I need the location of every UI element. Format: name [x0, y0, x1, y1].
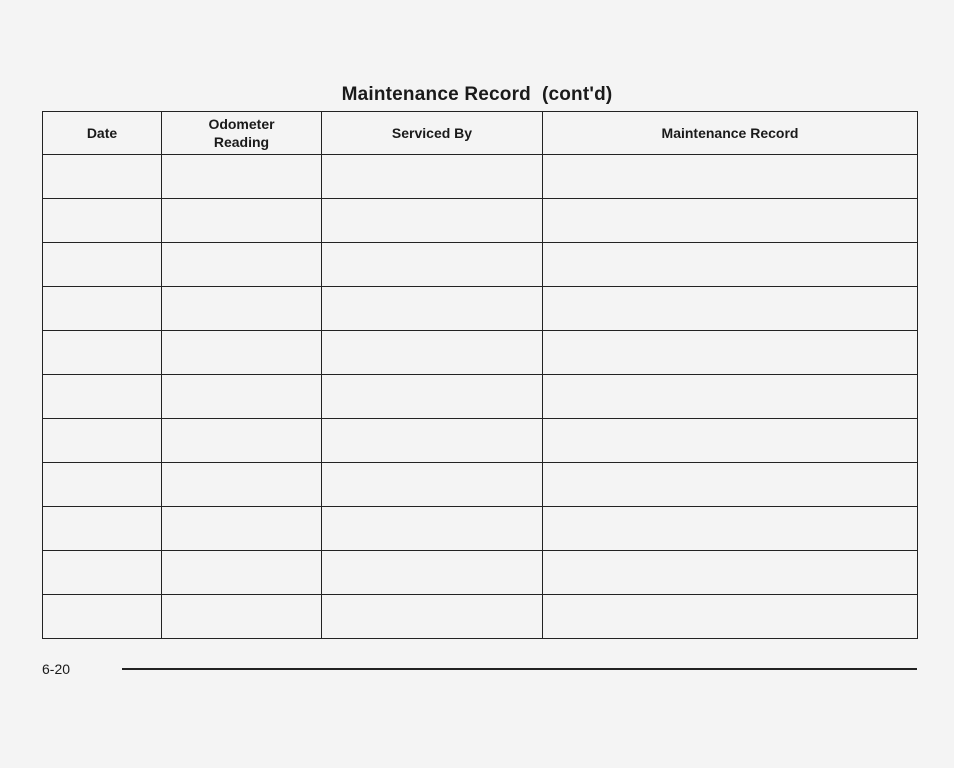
blank-cell-serviced-by: [322, 199, 543, 243]
blank-cell-odometer-reading: [162, 199, 322, 243]
blank-cell-date: [43, 375, 162, 419]
blank-cell-maintenance-record: [543, 595, 918, 639]
blank-cell-date: [43, 331, 162, 375]
blank-cell-serviced-by: [322, 287, 543, 331]
table-row: [43, 199, 918, 243]
column-header-label: Date: [86, 125, 118, 141]
table-row: [43, 419, 918, 463]
column-header-maintenance-record: [543, 112, 918, 155]
blank-cell-odometer-reading: [162, 419, 322, 463]
blank-cell-date: [43, 287, 162, 331]
blank-cell-maintenance-record: [543, 155, 918, 199]
blank-cell-maintenance-record: [543, 419, 918, 463]
page-number: 6-20: [42, 661, 71, 677]
blank-cell-serviced-by: [322, 331, 543, 375]
blank-cell-serviced-by: [322, 551, 543, 595]
column-header-label: Odometer: [208, 116, 275, 132]
blank-cell-odometer-reading: [162, 331, 322, 375]
blank-cell-odometer-reading: [162, 375, 322, 419]
table-row: [43, 375, 918, 419]
blank-cell-odometer-reading: [162, 551, 322, 595]
footer-rule: [122, 668, 917, 670]
table-row: [43, 507, 918, 551]
blank-cell-date: [43, 463, 162, 507]
blank-cell-serviced-by: [322, 595, 543, 639]
blank-cell-serviced-by: [322, 507, 543, 551]
blank-cell-date: [43, 199, 162, 243]
blank-cell-maintenance-record: [543, 507, 918, 551]
blank-cell-odometer-reading: [162, 463, 322, 507]
table-row: [43, 551, 918, 595]
table-header-row: [43, 112, 918, 155]
blank-cell-maintenance-record: [543, 551, 918, 595]
maintenance-record-table: [42, 111, 918, 639]
table-row: [43, 463, 918, 507]
blank-cell-date: [43, 419, 162, 463]
blank-cell-date: [43, 243, 162, 287]
blank-cell-odometer-reading: [162, 243, 322, 287]
table-row: [43, 155, 918, 199]
blank-cell-serviced-by: [322, 243, 543, 287]
column-header-date: [43, 112, 162, 155]
blank-cell-serviced-by: [322, 155, 543, 199]
blank-cell-odometer-reading: [162, 155, 322, 199]
table-row: [43, 287, 918, 331]
blank-cell-date: [43, 155, 162, 199]
blank-cell-maintenance-record: [543, 287, 918, 331]
blank-cell-odometer-reading: [162, 287, 322, 331]
table-row: [43, 595, 918, 639]
blank-cell-serviced-by: [322, 463, 543, 507]
blank-cell-odometer-reading: [162, 507, 322, 551]
table-row: [43, 331, 918, 375]
page-title: Maintenance Record (cont'd): [341, 84, 613, 105]
blank-cell-maintenance-record: [543, 331, 918, 375]
column-header-label: Maintenance Record: [661, 125, 799, 141]
blank-cell-maintenance-record: [543, 463, 918, 507]
blank-cell-maintenance-record: [543, 199, 918, 243]
blank-cell-serviced-by: [322, 419, 543, 463]
blank-cell-date: [43, 551, 162, 595]
column-header-label: Serviced By: [391, 125, 473, 141]
column-header-odometer-reading: [162, 112, 322, 155]
blank-cell-maintenance-record: [543, 375, 918, 419]
table-body: [43, 155, 918, 639]
column-header-serviced-by: [322, 112, 543, 155]
blank-cell-odometer-reading: [162, 595, 322, 639]
blank-cell-date: [43, 507, 162, 551]
blank-cell-maintenance-record: [543, 243, 918, 287]
blank-cell-serviced-by: [322, 375, 543, 419]
blank-cell-date: [43, 595, 162, 639]
table-row: [43, 243, 918, 287]
column-header-label: Reading: [213, 134, 270, 150]
